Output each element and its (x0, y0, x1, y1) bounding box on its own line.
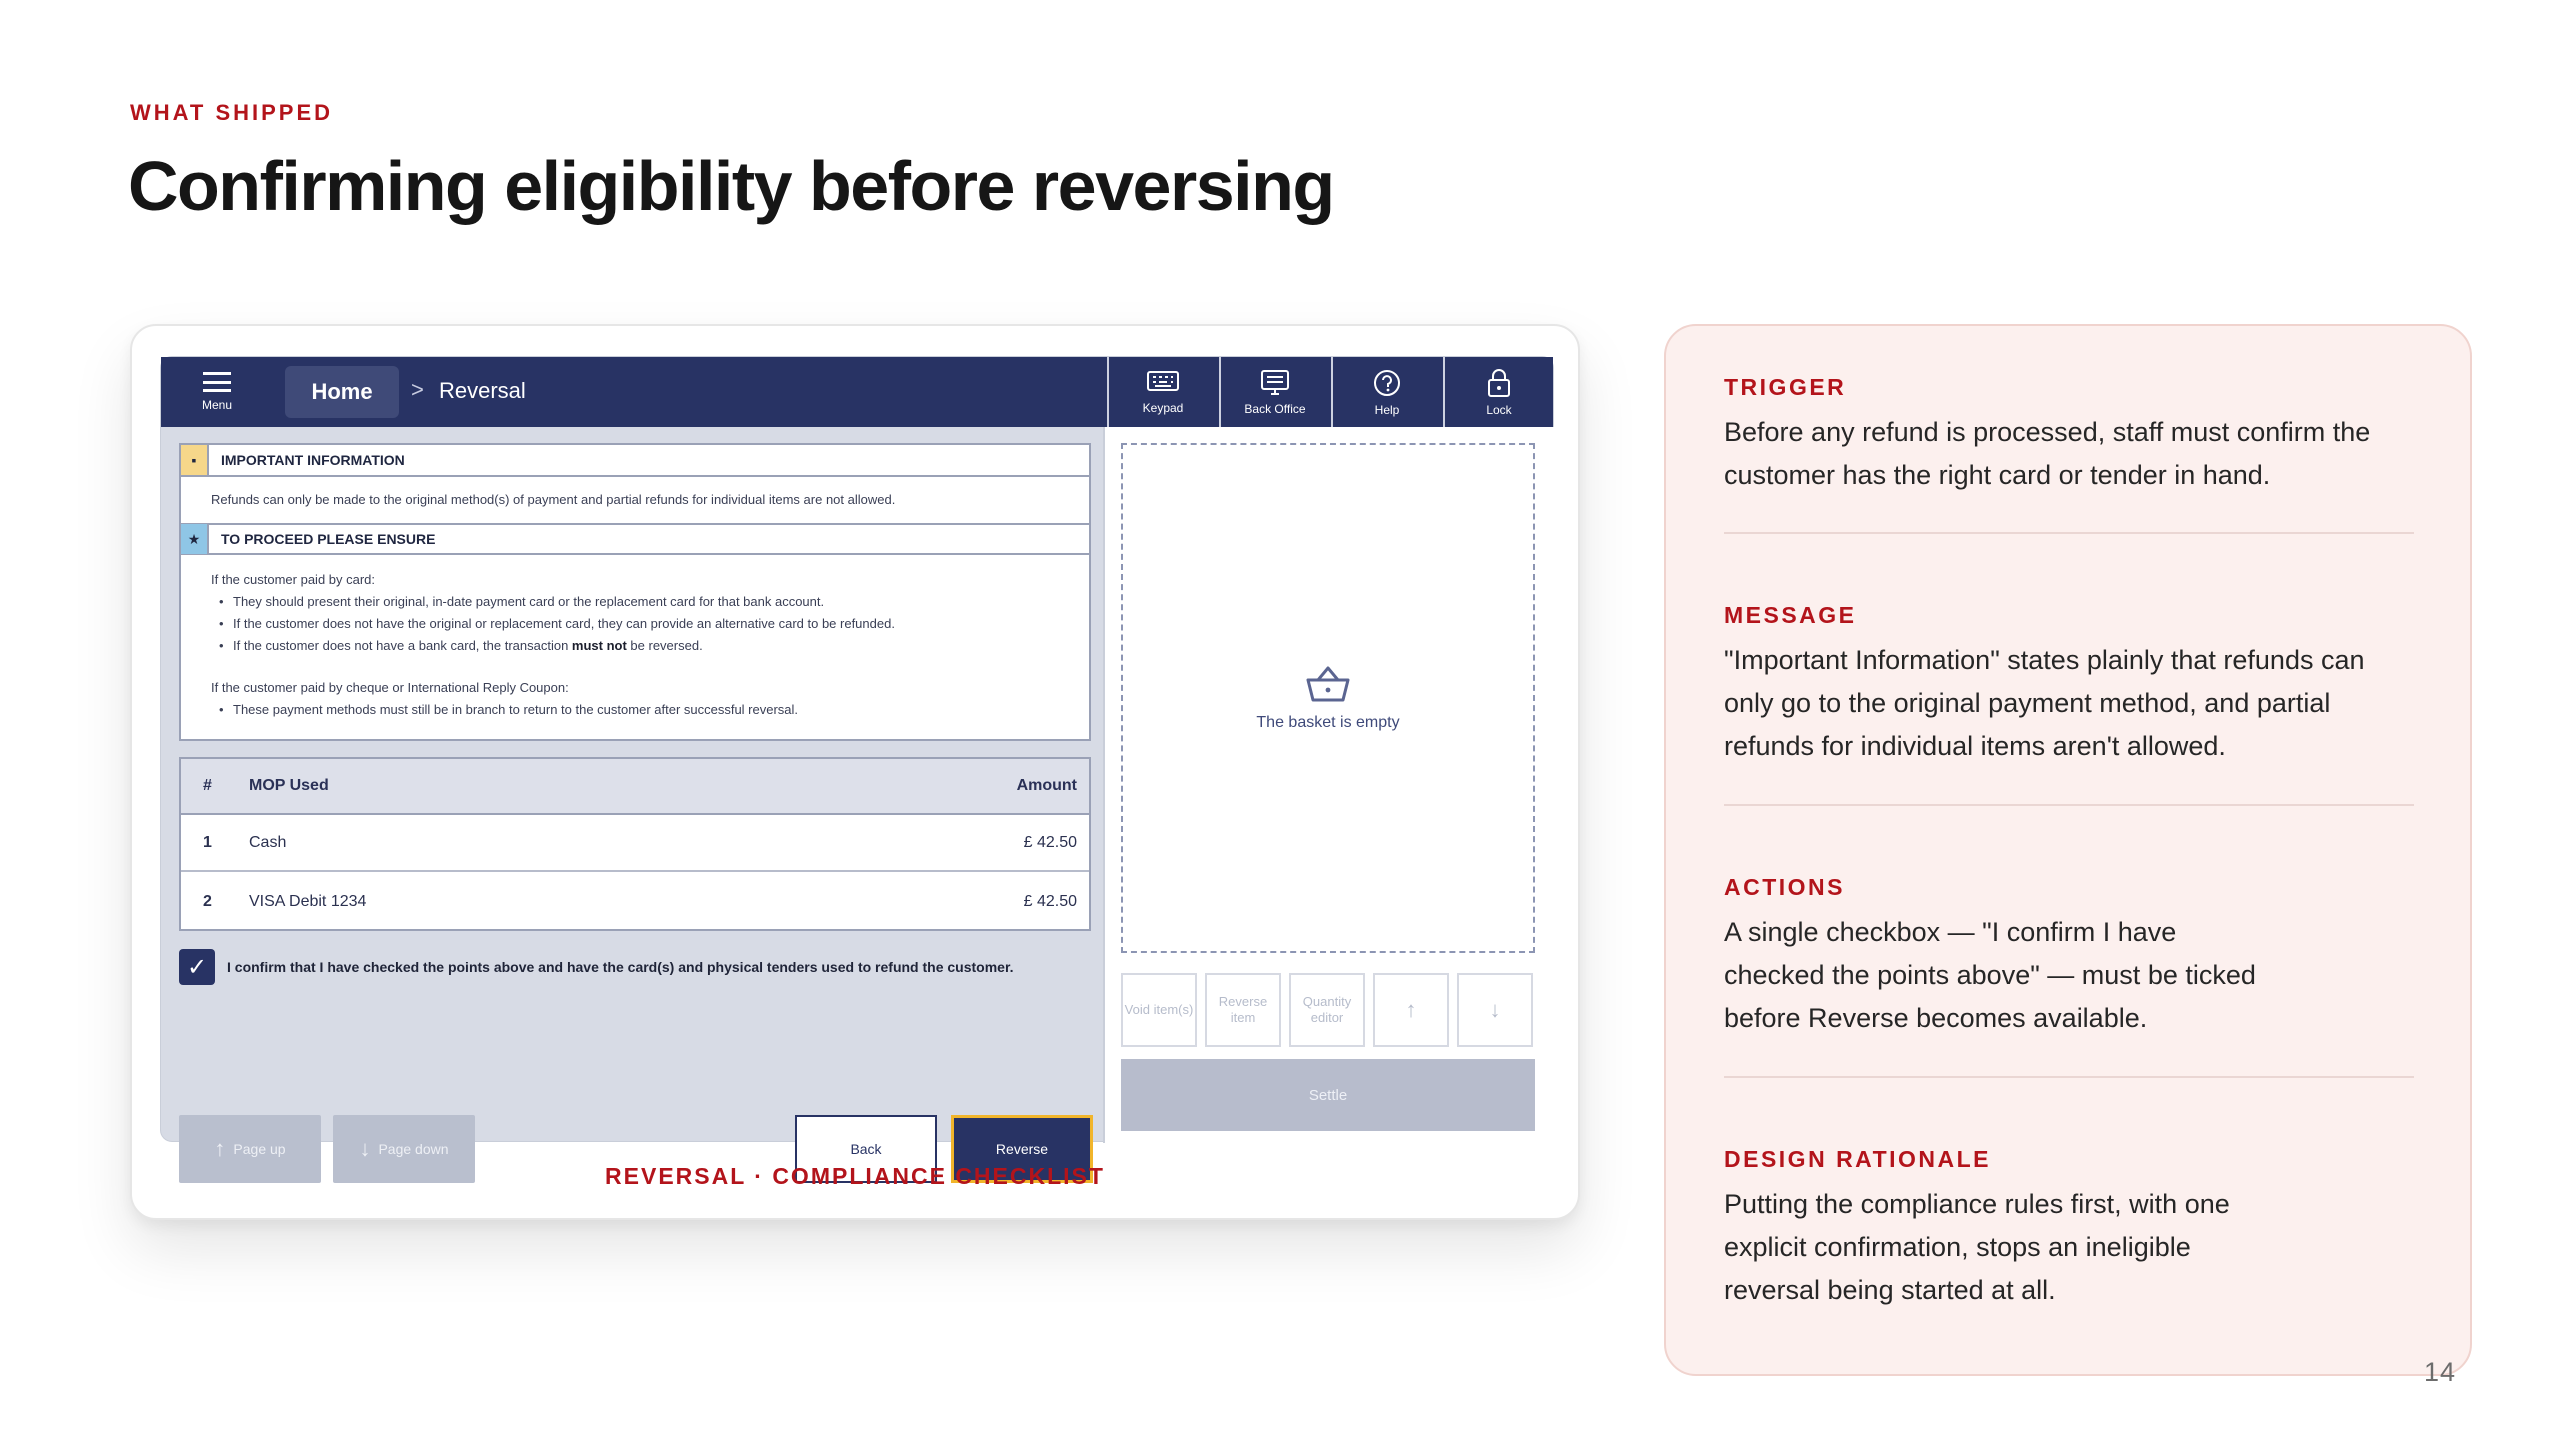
note-design-rationale (1724, 1146, 2284, 1312)
cheque-bullet: • These payment methods must still be in branch to return to the customer after successful reversal. (211, 699, 895, 721)
important-info-heading: IMPORTANT INFORMATION (221, 452, 405, 468)
note-actions (1724, 874, 2284, 1040)
card-bullet: • If the customer does not have the original or replacement card, they can provide an alternative card to be refunded. (211, 613, 895, 635)
basket-empty-text: The basket is empty (1256, 714, 1400, 731)
basket-area (1121, 443, 1535, 953)
top-bar (161, 357, 1553, 427)
row-amount: £ 42.50 (1023, 893, 1077, 910)
breadcrumb-current: Reversal (439, 378, 526, 403)
chevron-right-icon: > (411, 377, 424, 402)
card-bullet: • They should present their original, in-date payment card or the replacement card for that bank account. (211, 591, 895, 613)
eyebrow: WHAT SHIPPED (130, 100, 334, 125)
keypad-icon (1146, 370, 1180, 396)
menu-button[interactable] (161, 357, 273, 427)
proceed-heading: TO PROCEED PLEASE ENSURE (221, 531, 436, 547)
help-icon (1372, 368, 1402, 398)
notes-panel (1664, 324, 2472, 1376)
divider (1724, 532, 2414, 534)
help-button[interactable] (1331, 357, 1441, 427)
column-header: Amount (1016, 777, 1077, 794)
page-number: 14 (2423, 1357, 2456, 1387)
back-button[interactable]: Back (795, 1115, 937, 1183)
reverse-button[interactable]: Reverse (951, 1115, 1093, 1183)
page-up-label: Page up (233, 1141, 286, 1157)
note-label: TRIGGER (1724, 374, 1847, 400)
row-mop: VISA Debit 1234 (249, 893, 367, 910)
row-mop: Cash (249, 834, 287, 851)
basket-icon (1302, 664, 1354, 704)
no-card-bullet: • If the customer does not have a bank card, the transaction must not be reversed. (211, 635, 895, 657)
table-row[interactable] (181, 874, 1089, 930)
lock-label: Lock (1486, 402, 1512, 417)
page-down-label: Page down (378, 1141, 449, 1157)
arrow-down-icon: ↓ (359, 1136, 371, 1161)
void-items-button[interactable]: Void item(s) (1121, 973, 1197, 1047)
keypad-label: Keypad (1142, 400, 1184, 415)
keypad-button[interactable] (1107, 357, 1217, 427)
arrow-up-icon: ↑ (214, 1136, 226, 1161)
column-header: MOP Used (249, 777, 329, 794)
divider (1724, 1076, 2414, 1078)
row-amount: £ 42.50 (1023, 834, 1077, 851)
message-icon: ▪ (181, 445, 209, 475)
menu-label: Menu (201, 398, 233, 412)
note-label: MESSAGE (1724, 602, 1857, 628)
confirm-checkbox[interactable]: ✓ (179, 949, 215, 985)
back-office-button[interactable] (1219, 357, 1329, 427)
row-number: 2 (203, 893, 212, 910)
important-info-header (181, 445, 1089, 477)
scroll-up-button[interactable]: ↑ (1373, 973, 1449, 1047)
lock-button[interactable] (1443, 357, 1553, 427)
proceed-text (211, 569, 895, 721)
cheque-intro: If the customer paid by cheque or International Reply Coupon: (211, 680, 569, 695)
table-header (181, 759, 1089, 815)
screenshot-card (130, 324, 1580, 1220)
basket-pane (1103, 427, 1555, 1143)
back-office-label: Back Office (1244, 401, 1306, 416)
column-header: # (203, 777, 212, 794)
note-label: DESIGN RATIONALE (1724, 1146, 1992, 1172)
proceed-header (181, 523, 1089, 555)
info-panel (179, 443, 1091, 741)
screenshot-caption: REVERSAL · COMPLIANCE CHECKLIST (605, 1163, 1105, 1189)
confirm-text: I confirm that I have checked the points above and have the card(s) and physical tenders used to refund the customer. (227, 959, 1014, 975)
help-label: Help (1374, 402, 1400, 417)
divider (1724, 804, 2414, 806)
note-body: A single checkbox — "I confirm I have checked the points above" — must be ticked before Reverse becomes available. (1724, 917, 2256, 1033)
note-message (1724, 602, 2414, 768)
settle-button[interactable]: Settle (1121, 1059, 1535, 1131)
confirm-row (179, 949, 1014, 985)
scroll-down-button[interactable]: ↓ (1457, 973, 1533, 1047)
back-office-icon (1259, 369, 1291, 397)
hamburger-icon (203, 372, 231, 392)
note-body: "Important Information" states plainly that refunds can only go to the original payment method, and partial refunds for individual items aren't allowed. (1724, 645, 2365, 761)
star-icon: ★ (181, 524, 209, 554)
pos-screen (160, 356, 1554, 1161)
reversal-pane (161, 427, 1103, 1161)
table-row[interactable] (181, 816, 1089, 872)
note-body: Before any refund is processed, staff must confirm the customer has the right card or tender in hand. (1724, 417, 2371, 490)
breadcrumb-home[interactable]: Home (285, 366, 399, 418)
lock-icon (1486, 368, 1512, 398)
note-body: Putting the compliance rules first, with one explicit confirmation, stops an ineligible reversal being started at all. (1724, 1189, 2230, 1305)
note-trigger (1724, 374, 2414, 497)
note-label: ACTIONS (1724, 874, 1845, 900)
reverse-item-button[interactable]: Reverse item (1205, 973, 1281, 1047)
page-title: Confirming eligibility before reversing (128, 147, 1334, 225)
quantity-editor-button[interactable]: Quantity editor (1289, 973, 1365, 1047)
row-number: 1 (203, 834, 212, 851)
important-info-text: Refunds can only be made to the original method(s) of payment and partial refunds for individual items are not allowed. (211, 492, 896, 507)
card-intro: If the customer paid by card: (211, 572, 376, 587)
mop-table (179, 757, 1091, 931)
